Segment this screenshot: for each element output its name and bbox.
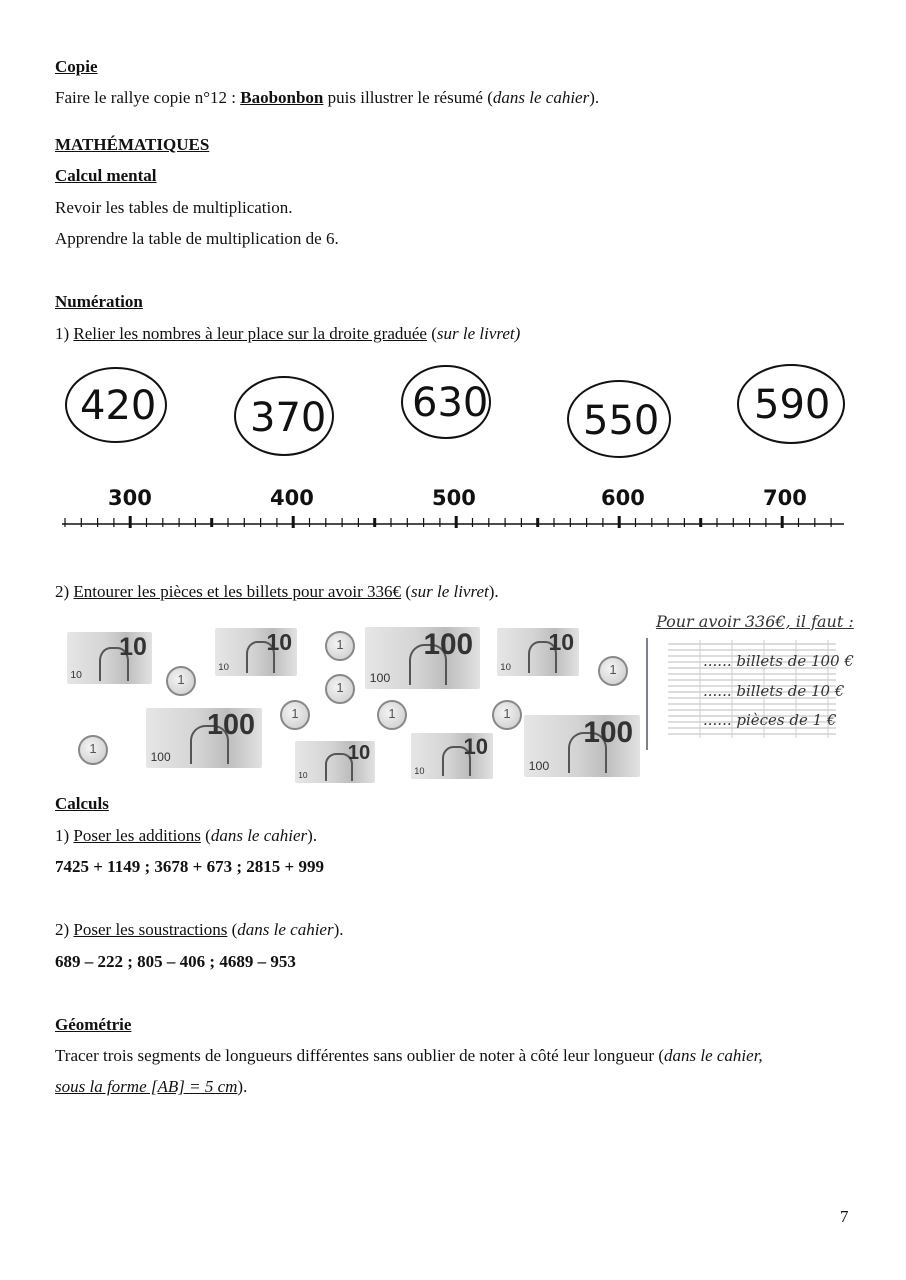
- coin-1-euro: [598, 656, 628, 686]
- geometrie-location: dans le cahier,: [664, 1046, 763, 1065]
- banknote-value-small: 10: [414, 766, 425, 777]
- bubble-number: 370: [250, 395, 327, 441]
- geometrie-heading: Géométrie: [55, 1015, 132, 1034]
- calc-q2-number: 2): [55, 920, 74, 939]
- graduation-label: 300: [108, 486, 152, 510]
- calc-q1-instruction: Poser les additions: [73, 826, 201, 845]
- bubble-number: 420: [80, 383, 157, 429]
- coin-value: 1: [291, 706, 299, 721]
- q1-instruction: Relier les nombres à leur place sur la droite graduée: [73, 324, 427, 343]
- calc-q2-location: dans le cahier: [237, 920, 334, 939]
- banknote-value-small: 100: [150, 750, 171, 765]
- coin-1-euro: [325, 631, 355, 661]
- banknote-value-small: 10: [298, 770, 308, 781]
- banknote-value: 100: [583, 716, 634, 750]
- banknote-value: 10: [548, 628, 575, 655]
- calc-q2-paren: (: [227, 920, 238, 939]
- banknote-value-small: 100: [369, 671, 391, 686]
- copie-text-mid: puis illustrer le résumé (: [323, 88, 493, 107]
- coin-1-euro: [377, 700, 407, 730]
- banknote-10: [67, 632, 152, 684]
- coin-1-euro: [280, 700, 310, 730]
- calc-q1-location: dans le cahier: [210, 826, 308, 845]
- q1-location: sur le livret): [436, 324, 521, 343]
- banknote-10: [295, 741, 375, 783]
- calc-q1-end: ).: [307, 826, 318, 845]
- banknote-10: [497, 628, 579, 676]
- copie-title: Baobonbon: [240, 88, 324, 107]
- calculs-heading: Calculs: [55, 794, 109, 813]
- coin-value: 1: [336, 680, 344, 695]
- q2-number: 2): [55, 582, 74, 601]
- copie-text: Faire le rallye copie n°12 :: [55, 88, 241, 107]
- numeration-q2: [55, 582, 499, 602]
- geometrie-line2: [55, 1077, 247, 1097]
- calc-q1-paren: (: [200, 826, 211, 845]
- geometrie-text: Tracer trois segments de longueurs différentes sans oublier de noter à côté leur longueur (: [55, 1046, 664, 1065]
- q2-instruction: Entourer les pièces et les billets pour avoir 336€: [73, 582, 402, 601]
- coin-1-euro: [78, 735, 108, 765]
- calc-q2-end: ).: [333, 920, 344, 939]
- bubble-number: 630: [412, 380, 489, 426]
- geometrie-format: sous la forme [AB] = 5 cm: [55, 1077, 238, 1096]
- coin-value: 1: [388, 706, 396, 721]
- graduation-label: 700: [763, 486, 807, 510]
- soustractions-list: 689 – 222 ; 805 – 406 ; 4689 – 953: [55, 952, 296, 971]
- coin-1-euro: [325, 674, 355, 704]
- answer-line-100: ...... billets de 100 €: [703, 652, 854, 670]
- banknote-value: 100: [207, 709, 256, 742]
- banknote-100: [146, 708, 262, 768]
- coin-value: 1: [177, 672, 185, 687]
- geometrie-end: ).: [237, 1077, 248, 1096]
- banknote-value-small: 100: [528, 759, 550, 774]
- graduation-label: 400: [270, 486, 314, 510]
- calc-q2-instruction: Poser les soustractions: [73, 920, 228, 939]
- calculs-q1: [55, 826, 317, 846]
- banknote-value-small: 10: [500, 662, 511, 674]
- banknote-10: [215, 628, 297, 676]
- coin-value: 1: [609, 662, 617, 677]
- numeration-heading: Numération: [55, 292, 143, 311]
- geometrie-line1: [55, 1046, 763, 1066]
- calcul-mental-heading: Calcul mental: [55, 166, 157, 185]
- calcul-mental-line2: Apprendre la table de multiplication de 6.: [55, 229, 339, 248]
- bubble-number: 590: [754, 382, 831, 428]
- banknote-10: [411, 733, 493, 779]
- q2-end: ).: [488, 582, 499, 601]
- graduation-label: 500: [432, 486, 476, 510]
- graduation-label: 600: [601, 486, 645, 510]
- coin-1-euro: [166, 666, 196, 696]
- answer-line-1: ...... pièces de 1 €: [703, 711, 837, 729]
- maths-heading: MATHÉMATIQUES: [55, 135, 210, 154]
- coin-1-euro: [492, 700, 522, 730]
- banknote-value: 10: [347, 741, 371, 764]
- additions-list: 7425 + 1149 ; 3678 + 673 ; 2815 + 999: [55, 857, 324, 876]
- answer-box-title: Pour avoir 336€, il faut :: [656, 612, 854, 631]
- coin-value: 1: [503, 706, 511, 721]
- banknote-value-small: 10: [218, 662, 229, 674]
- copie-text-end: ).: [589, 88, 600, 107]
- banknote-value: 100: [423, 628, 474, 662]
- calcul-mental-line1: Revoir les tables de multiplication.: [55, 198, 293, 217]
- q2-location: sur le livret: [410, 582, 489, 601]
- q1-number: 1): [55, 324, 74, 343]
- page-number: 7: [840, 1207, 849, 1226]
- q2-paren: (: [401, 582, 411, 601]
- copie-heading: Copie: [55, 57, 98, 76]
- copie-location: dans le cahier: [492, 88, 590, 107]
- coin-value: 1: [336, 637, 344, 652]
- banknote-value: 10: [463, 733, 489, 759]
- banknote-value-small: 10: [70, 669, 82, 681]
- calc-q1-number: 1): [55, 826, 74, 845]
- banknote-value: 10: [119, 633, 147, 662]
- banknote-value: 10: [266, 628, 293, 655]
- banknote-100: [365, 627, 480, 689]
- bubble-number: 550: [583, 398, 660, 444]
- number-line: [0, 0, 906, 560]
- calculs-q2: [55, 920, 344, 940]
- banknote-100: [524, 715, 640, 777]
- answer-line-10: ...... billets de 10 €: [703, 682, 845, 700]
- q1-paren: (: [426, 324, 437, 343]
- coin-value: 1: [89, 741, 97, 756]
